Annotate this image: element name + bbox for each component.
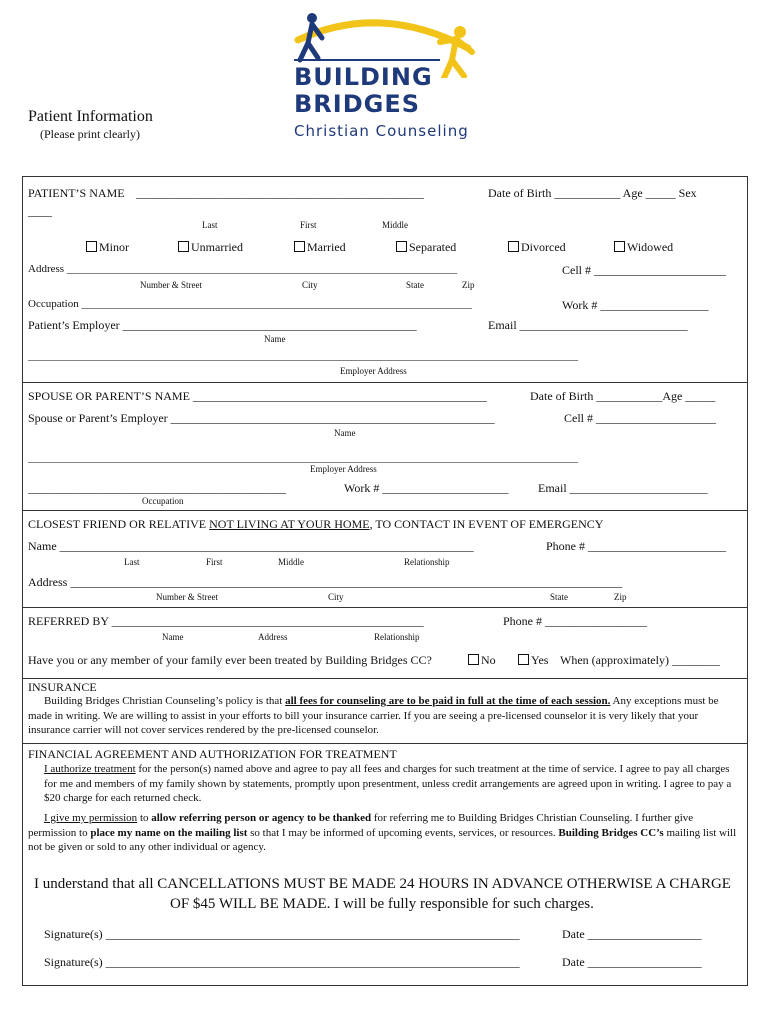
emergency-sublabel-city: City: [328, 592, 344, 602]
no-label: No: [481, 653, 496, 667]
sublabel-employer-address: Employer Address: [340, 366, 407, 376]
spouse-work-phone-field[interactable]: Work # _____________________: [344, 481, 509, 495]
checkbox-icon: [614, 241, 625, 252]
patient-section-divider: [22, 382, 747, 383]
emergency-sublabel-first: First: [206, 557, 223, 567]
insurance-section-divider: [22, 743, 747, 744]
spouse-employer-field[interactable]: Spouse or Parent’s Employer ______________________________________________________: [28, 411, 495, 425]
referred-by-field[interactable]: REFERRED BY ____________________________________________________: [28, 614, 424, 628]
checkbox-icon: [518, 654, 529, 665]
logo-line-3: Christian Counseling: [294, 122, 469, 140]
permission-bold: allow referring person or agency to be thanked: [151, 812, 372, 824]
sublabel-last: Last: [202, 220, 218, 230]
emergency-phone-field[interactable]: Phone # _______________________: [546, 539, 726, 553]
patient-address-field[interactable]: Address _______________________________________________________________________: [28, 263, 458, 275]
checkbox-icon: [178, 241, 189, 252]
patient-employer-address-field[interactable]: ____________________________________________________________________________________________________: [28, 350, 578, 362]
sublabel-city: City: [302, 280, 318, 290]
spouse-sublabel-occupation: Occupation: [142, 496, 184, 506]
status-unmarried-label: Unmarried: [191, 240, 243, 254]
logo: [290, 8, 490, 148]
insurance-text-part: Any exceptions must be made in writing. We are willing to assist in your efforts to bill your insurance carrier. If you are seeing a pre-licensed counselor it is very likely that your insurance carrier will not cover services rendered by the pre-licensed counselor.: [28, 695, 719, 736]
checkbox-icon: [508, 241, 519, 252]
status-married-checkbox[interactable]: [294, 240, 346, 255]
patient-name-field[interactable]: ________________________________________________: [136, 186, 424, 200]
status-unmarried-checkbox[interactable]: [178, 240, 243, 255]
emergency-sublabel-middle: Middle: [278, 557, 304, 567]
date-field-2[interactable]: Date ___________________: [562, 955, 702, 969]
sublabel-zip: Zip: [462, 280, 475, 290]
emergency-name-field[interactable]: Name _____________________________________________________________________: [28, 539, 474, 553]
permission-text: mailing list will not be given or sold to any other individual or agency.: [28, 826, 737, 853]
signature-field-2[interactable]: Signature(s) _____________________________________________________________________: [44, 955, 520, 969]
spouse-name-field[interactable]: SPOUSE OR PARENT’S NAME _________________________________________________: [28, 389, 487, 403]
referral-sublabel-address: Address: [258, 632, 288, 642]
authorize-text: for the person(s) named above and agree to pay all fees and charges for such treatment at the time of service. I agree to pay all charges for me and members of my family shown by statements, promptly upon presentment, unless credit arrangements are agreed upon in writing. I agree to pay a $20 charge for each returned check.: [44, 763, 732, 804]
prior-treatment-when-field[interactable]: When (approximately) ________: [560, 653, 720, 667]
emergency-sublabel-relationship: Relationship: [404, 557, 450, 567]
emergency-heading-part: CLOSEST FRIEND OR RELATIVE: [28, 517, 210, 531]
permission-bold: place my name on the mailing list: [90, 826, 248, 839]
cancellation-line-2: OF $45 WILL BE MADE. I will be fully responsible for such charges.: [170, 896, 594, 912]
spouse-sublabel-employer-address: Employer Address: [310, 464, 377, 474]
sublabel-state: State: [406, 280, 424, 290]
spouse-dob-age-field[interactable]: Date of Birth ___________Age _____: [530, 389, 716, 403]
prior-treatment-yes-checkbox[interactable]: [518, 653, 548, 668]
spouse-cell-field[interactable]: Cell # ____________________: [564, 411, 716, 425]
emergency-section-divider: [22, 607, 747, 608]
patient-dob-age-sex-field[interactable]: Date of Birth ___________ Age _____ Sex: [488, 186, 697, 200]
spouse-occupation-field[interactable]: ___________________________________________: [28, 481, 286, 495]
checkbox-icon: [396, 241, 407, 252]
emergency-sublabel-zip: Zip: [614, 592, 627, 602]
referral-sublabel-name: Name: [162, 632, 184, 642]
spouse-section-divider: [22, 510, 747, 511]
sublabel-name: Name: [264, 334, 286, 344]
checkbox-icon: [86, 241, 97, 252]
patient-sex-field[interactable]: ____: [28, 204, 52, 218]
emergency-heading-part: , TO CONTACT IN EVENT OF EMERGENCY: [369, 517, 604, 531]
referral-phone-field[interactable]: Phone # _________________: [503, 614, 647, 628]
sublabel-first: First: [300, 220, 317, 230]
patient-email-field[interactable]: Email ____________________________: [488, 318, 688, 332]
status-divorced-label: Divorced: [521, 240, 566, 254]
insurance-heading: INSURANCE: [28, 680, 97, 694]
spouse-email-field[interactable]: Email _______________________: [538, 481, 708, 495]
insurance-text-bold: all fees for counseling are to be paid in full at the time of each session.: [285, 695, 611, 707]
checkbox-icon: [468, 654, 479, 665]
referral-section-divider: [22, 678, 747, 679]
status-minor-checkbox[interactable]: [86, 240, 129, 255]
permission-bold: Building Bridges CC’s: [558, 826, 664, 839]
emergency-sublabel-state: State: [550, 592, 568, 602]
prior-treatment-question: Have you or any member of your family ever been treated by Building Bridges CC?: [28, 653, 432, 667]
status-separated-checkbox[interactable]: [396, 240, 456, 255]
patient-name-label: PATIENT’S NAME: [28, 186, 125, 200]
status-widowed-label: Widowed: [627, 240, 674, 254]
permission-underlined: I give my permission: [44, 812, 138, 824]
permission-text: to: [137, 812, 152, 824]
logo-line-2: BRIDGES: [294, 90, 421, 118]
cancellation-line-1: I understand that all CANCELLATIONS MUST BE MADE 24 HOURS IN ADVANCE OTHERWISE A CHARGE: [34, 876, 731, 892]
emergency-heading: [28, 517, 603, 532]
signature-field-1[interactable]: Signature(s) _____________________________________________________________________: [44, 927, 520, 941]
insurance-text-part: Building Bridges Christian Counseling’s policy is that: [44, 695, 286, 707]
spouse-sublabel-name: Name: [334, 428, 356, 438]
permission-text: so that I may be informed of upcoming events, services, or resources.: [247, 826, 559, 839]
financial-heading: FINANCIAL AGREEMENT AND AUTHORIZATION FOR TREATMENT: [28, 747, 397, 761]
emergency-heading-underlined: NOT LIVING AT YOUR HOME: [209, 517, 370, 531]
status-minor-label: Minor: [99, 240, 129, 254]
patient-employer-field[interactable]: Patient’s Employer _________________________________________________: [28, 318, 417, 332]
yes-label: Yes: [531, 653, 549, 667]
prior-treatment-no-checkbox[interactable]: [468, 653, 496, 668]
sublabel-street: Number & Street: [140, 280, 202, 290]
spouse-employer-address-field[interactable]: ____________________________________________________________________________________________________: [28, 452, 578, 464]
sublabel-middle: Middle: [382, 220, 408, 230]
status-married-label: Married: [307, 240, 346, 254]
page-subtitle: (Please print clearly): [40, 127, 140, 141]
emergency-sublabel-last: Last: [124, 557, 140, 567]
patient-work-phone-field[interactable]: Work # __________________: [562, 298, 709, 312]
page-title: Patient Information: [28, 108, 153, 125]
logo-line-1: BUILDING: [294, 63, 433, 91]
status-widowed-checkbox[interactable]: [614, 240, 673, 255]
status-separated-label: Separated: [409, 240, 457, 254]
authorize-paragraph: [44, 762, 738, 806]
patient-cell-field[interactable]: Cell # ______________________: [562, 263, 726, 277]
emergency-address-field[interactable]: Address ____________________________________________________________________________________________: [28, 575, 623, 589]
insurance-policy-text: [28, 694, 742, 738]
authorize-underlined: I authorize treatment: [44, 763, 136, 775]
permission-paragraph: [28, 811, 740, 855]
date-field-1[interactable]: Date ___________________: [562, 927, 702, 941]
patient-occupation-field[interactable]: Occupation _______________________________________________________________________: [28, 298, 472, 310]
emergency-sublabel-street: Number & Street: [156, 592, 218, 602]
checkbox-icon: [294, 241, 305, 252]
permission-text: for referring me to Building Bridges Christian Counseling. I further give permission to: [28, 812, 694, 839]
referral-sublabel-relationship: Relationship: [374, 632, 420, 642]
status-divorced-checkbox[interactable]: [508, 240, 566, 255]
